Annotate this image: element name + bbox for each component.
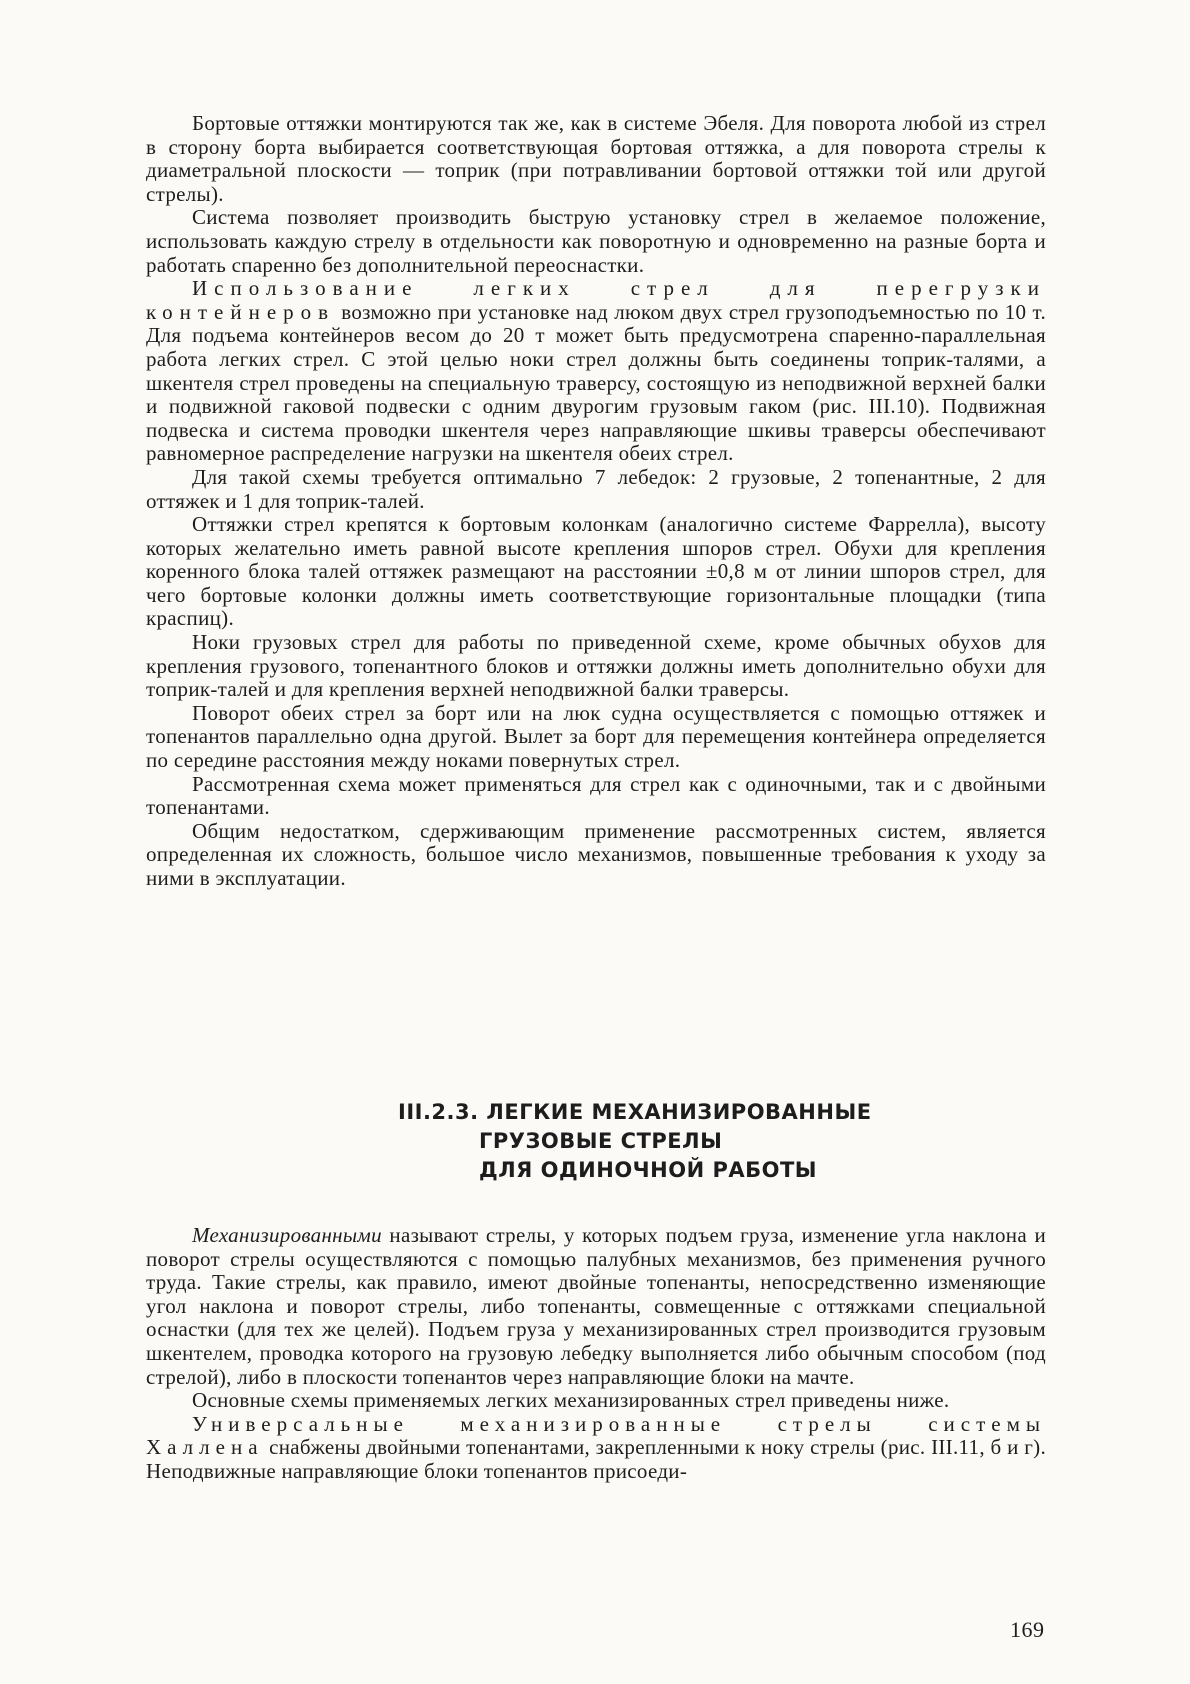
page-number: 169 [1010,1617,1045,1642]
paragraph: Использование легких стрел для перегрузки контейнеров возможно при установке над люком двух стрел грузоподъемностью по 10 т. Для подъема контейнеров весом до 20 т может быть предусмотрена спаренно-параллельная работа легких стрел. С этой целью ноки стрел должны быть соединены топрик-талями, а шкентеля стрел проведены на специальную траверсу, состоящую из неподвижной верхней балки и подвижной гаковой подвески с одним двурогим грузовым гаком (рис. III.10). Подвижная подвеска и система проводки шкентеля через направляющие шкивы траверсы обеспечивают равномерное распределение нагрузки на шкентеля обеих стрел. [146,276,1046,466]
italic-lead-term: Механизированными [192,1223,382,1247]
paragraph: Универсальные механизированные стрелы системы Халлена снабжены двойными топенантами, закрепленными к ноку стрелы (рис. III.11, б и г). Неподвижные направляющие блоки топенантов присоеди- [146,1411,1046,1483]
paragraph: Бортовые оттяжки монтируются так же, как в системе Эбеля. Для поворота любой из стрел в сторону борта выбирается соответствующая бортовая оттяжка, а для поворота стрелы к диаметральной плоскости — топрик (при потравливании бортовой оттяжки той или другой стрелы). [146,111,1046,206]
paragraph: Для такой схемы требуется оптимально 7 лебедок: 2 грузовые, 2 топенантные, 2 для оттяжек и 1 для топрик-талей. [146,464,1046,513]
paragraph: Общим недостатком, сдерживающим применение рассмотренных систем, является определенная их сложность, большое число механизмов, повышенные требования к уходу за ними в эксплуатации. [146,818,1046,890]
paragraph: Основные схемы применяемых легких механизированных стрел приведены ниже. [192,1388,950,1413]
body-text-bottom [146,1224,1046,1484]
paragraph: Поворот обеих стрел за борт или на люк судна осуществляется с помощью оттяжек и топенантов параллельно одна другой. Вылет за борт для перемещения контейнера определяется по середине расстояния между ноками повернутых стрел. [146,700,1046,773]
paragraph: Оттяжки стрел крепятся к бортовым колонкам (аналогично системе Фаррелла), высоту которых желательно иметь равной высоте крепления шпоров стрел. Обухи для крепления коренного блока талей оттяжек размещают на расстоянии ±0,8 м от линии шпоров стрел, для чего бортовые колонки должны иметь соответствующие горизонтальные площадки (типа краспиц). [146,512,1046,631]
spaced-lead-text: Универсальные механизированные стрелы системы Халлена [146,1411,1046,1460]
paragraph: Механизированными называют стрелы, у которых подъем груза, изменение угла наклона и поворот стрелы осуществляются с помощью палубных механизмов, без применения ручного труда. Такие стрелы, как правило, имеют двойные топенанты, непосредственно изменяющие угол наклона и поворот стрелы, либо топенанты, совмещенные с оттяжками специальной оснастки (для тех же целей). Подъем груза у механизированных стрел производится грузовым шкентелем, проводка которого на грузовую лебедку выполняется либо обычным способом (под стрелой), либо в плоскости топенантов через направляющие блоки на мачте. [146,1223,1046,1389]
spaced-lead-text: Использование легких стрел для перегрузки контейнеров [146,276,1046,324]
body-text-top [146,112,1046,891]
section-heading-line-3: ДЛЯ ОДИНОЧНОЙ РАБОТЫ [479,1158,818,1182]
section-heading-line-1: III.2.3. ЛЕГКИЕ МЕХАНИЗИРОВАННЫЕ [398,1100,872,1124]
section-heading-line-2: ГРУЗОВЫЕ СТРЕЛЫ [479,1129,723,1153]
section-heading [398,1098,872,1185]
paragraph: Ноки грузовых стрел для работы по приведенной схеме, кроме обычных обухов для крепления грузового, топенантного блоков и оттяжки должны иметь дополнительно обухи для топрик-талей и для крепления верхней неподвижной балки траверсы. [146,630,1046,702]
paragraph: Система позволяет производить быструю установку стрел в желаемое положение, использовать каждую стрелу в отдельности как поворотную и одновременно на разные борта и работать спаренно без дополнительной переоснастки. [146,205,1046,277]
paragraph: Рассмотренная схема может применяться для стрел как с одиночными, так и с двойными топенантами. [146,771,1046,820]
